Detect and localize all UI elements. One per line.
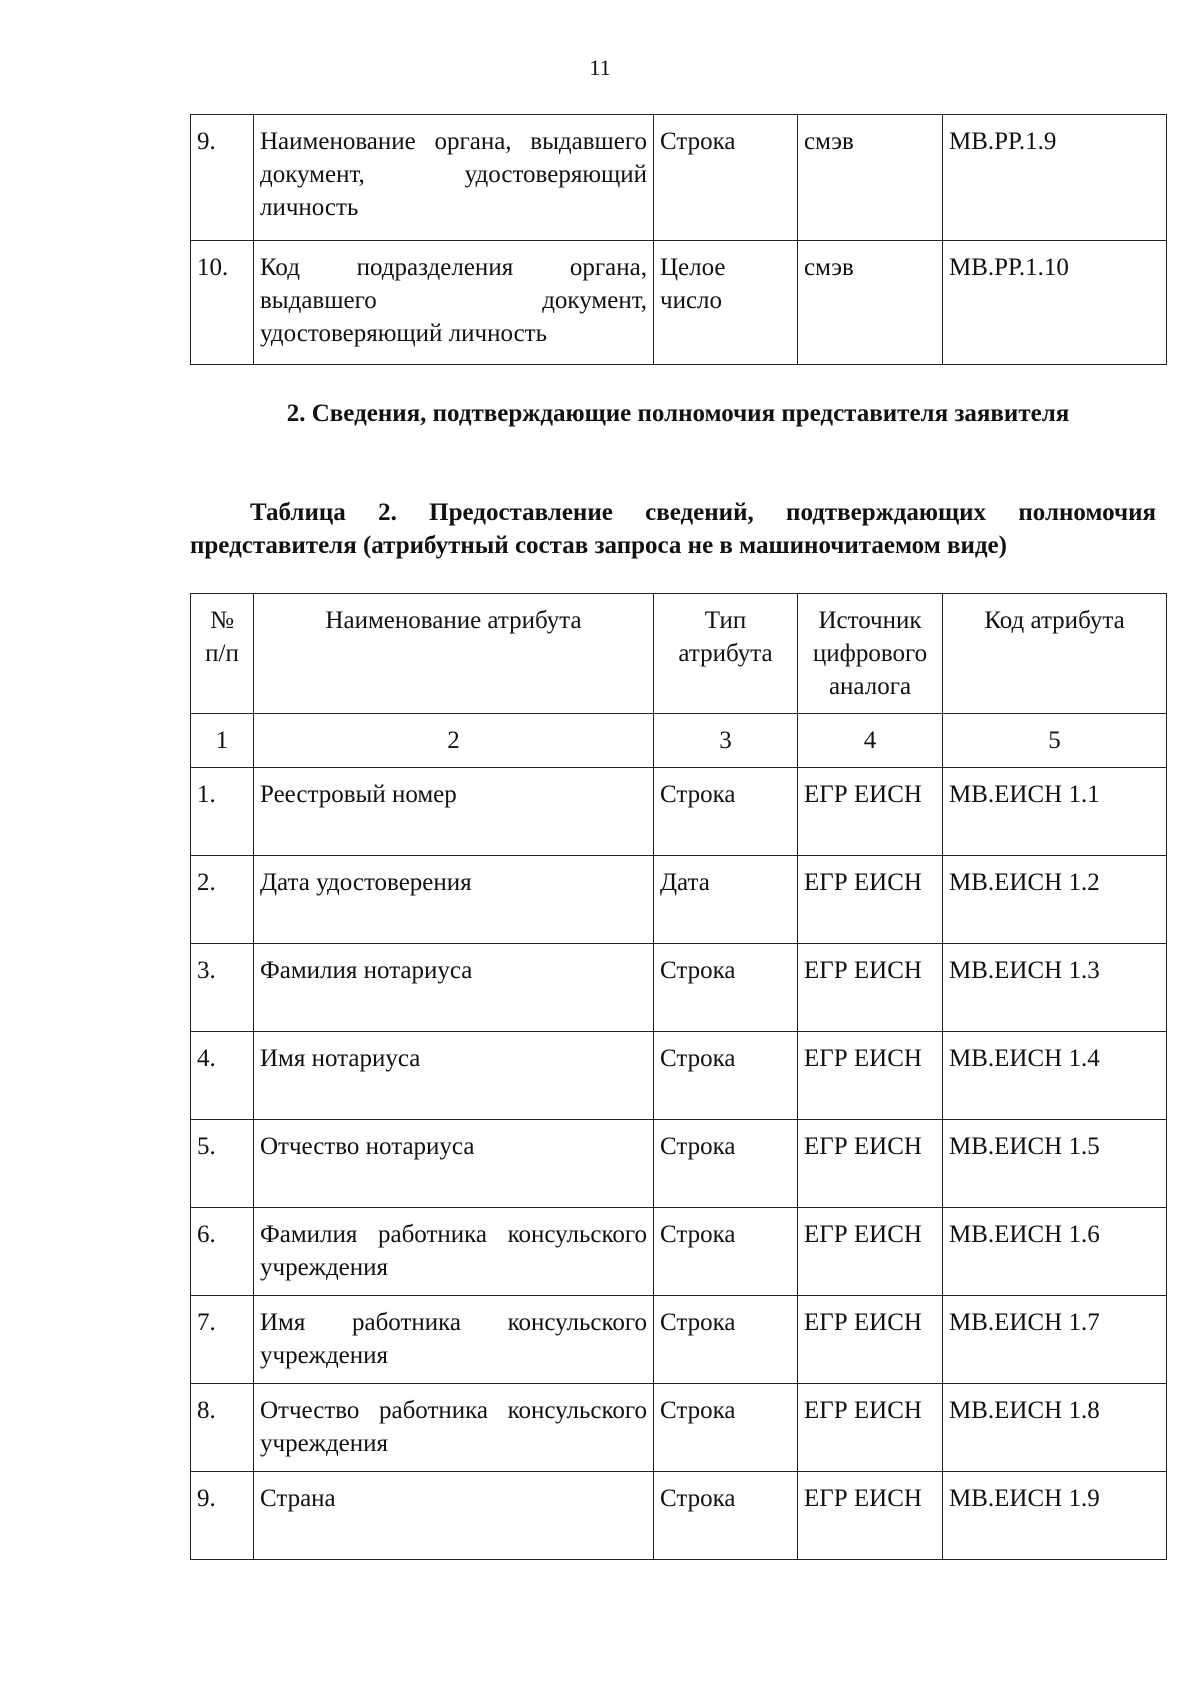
- attribute-source: ЕГР ЕИСН: [798, 1472, 943, 1560]
- column-number: 2: [254, 714, 654, 768]
- section-heading: 2. Сведения, подтверждающие полномочия представителя заявителя: [286, 400, 1070, 427]
- attribute-code: МВ.ЕИСН 1.6: [943, 1208, 1167, 1296]
- table-caption: Таблица 2. Предоставление сведений, подтверждающих полномочия представителя (атрибутный состав запроса не в машиночитаемом виде): [190, 499, 1156, 559]
- attribute-source: ЕГР ЕИСН: [798, 1120, 943, 1208]
- attribute-type: Целое число: [654, 241, 798, 365]
- attribute-type: Дата: [654, 856, 798, 944]
- attribute-name: Отчество работника консульского учреждения: [254, 1384, 654, 1472]
- attribute-code: МВ.ЕИСН 1.2: [943, 856, 1167, 944]
- attribute-type: Строка: [654, 1208, 798, 1296]
- attribute-name: Фамилия работника консульского учреждения: [254, 1208, 654, 1296]
- table-row: [191, 241, 1167, 365]
- attribute-source: ЕГР ЕИСН: [798, 1296, 943, 1384]
- table-row: [191, 944, 1167, 1032]
- row-number: 8.: [191, 1384, 254, 1472]
- attribute-name: Страна: [254, 1472, 654, 1560]
- attribute-code: МВ.ЕИСН 1.3: [943, 944, 1167, 1032]
- row-number: 3.: [191, 944, 254, 1032]
- attribute-code: МВ.РР.1.10: [943, 241, 1167, 365]
- column-number: 3: [654, 714, 798, 768]
- table-header-row: [191, 594, 1167, 714]
- table-row: [191, 1120, 1167, 1208]
- row-number: 9.: [191, 115, 254, 241]
- column-number: 4: [798, 714, 943, 768]
- table-row: [191, 1208, 1167, 1296]
- attribute-type: Строка: [654, 944, 798, 1032]
- representative-attributes-table: [190, 593, 1167, 1560]
- table-row: [191, 768, 1167, 856]
- row-number: 2.: [191, 856, 254, 944]
- table-row: [191, 1032, 1167, 1120]
- attribute-code: МВ.ЕИСН 1.7: [943, 1296, 1167, 1384]
- table-row: [191, 1384, 1167, 1472]
- attribute-source: ЕГР ЕИСН: [798, 768, 943, 856]
- attribute-name: Отчество нотариуса: [254, 1120, 654, 1208]
- table-row: [191, 1296, 1167, 1384]
- column-number: 1: [191, 714, 254, 768]
- row-number: 7.: [191, 1296, 254, 1384]
- attribute-source: ЕГР ЕИСН: [798, 1384, 943, 1472]
- row-number: 5.: [191, 1120, 254, 1208]
- attribute-type: Строка: [654, 1032, 798, 1120]
- attribute-type: Строка: [654, 768, 798, 856]
- attribute-source: смэв: [798, 115, 943, 241]
- attribute-type: Строка: [654, 115, 798, 241]
- attribute-source: ЕГР ЕИСН: [798, 944, 943, 1032]
- row-number: 10.: [191, 241, 254, 365]
- attribute-code: МВ.ЕИСН 1.1: [943, 768, 1167, 856]
- attribute-source: смэв: [798, 241, 943, 365]
- attribute-type: Строка: [654, 1472, 798, 1560]
- attribute-source: ЕГР ЕИСН: [798, 1208, 943, 1296]
- attributes-table-continued: [190, 114, 1167, 365]
- table-body: [191, 768, 1167, 1560]
- header-attribute-name: Наименование атрибута: [254, 594, 654, 714]
- attribute-name: Код подразделения органа, выдавшего документ, удостоверяющий личность: [254, 241, 654, 365]
- column-number: 5: [943, 714, 1167, 768]
- row-number: 6.: [191, 1208, 254, 1296]
- header-digital-source: Источник цифрового аналога: [798, 594, 943, 714]
- header-attribute-code: Код атрибута: [943, 594, 1167, 714]
- row-number: 1.: [191, 768, 254, 856]
- attribute-name: Имя работника консульского учреждения: [254, 1296, 654, 1384]
- column-numbers-row: [191, 714, 1167, 768]
- header-number: № п/п: [191, 594, 254, 714]
- attribute-name: Фамилия нотариуса: [254, 944, 654, 1032]
- attribute-code: МВ.ЕИСН 1.8: [943, 1384, 1167, 1472]
- attribute-source: ЕГР ЕИСН: [798, 1032, 943, 1120]
- attribute-source: ЕГР ЕИСН: [798, 856, 943, 944]
- attribute-name: Имя нотариуса: [254, 1032, 654, 1120]
- attribute-code: МВ.ЕИСН 1.5: [943, 1120, 1167, 1208]
- table-row: [191, 115, 1167, 241]
- table-row: [191, 1472, 1167, 1560]
- attribute-name: Наименование органа, выдавшего документ, удостоверяющий личность: [254, 115, 654, 241]
- row-number: 4.: [191, 1032, 254, 1120]
- attribute-code: МВ.РР.1.9: [943, 115, 1167, 241]
- attribute-name: Реестровый номер: [254, 768, 654, 856]
- attribute-type: Строка: [654, 1384, 798, 1472]
- attribute-code: МВ.ЕИСН 1.4: [943, 1032, 1167, 1120]
- attribute-type: Строка: [654, 1296, 798, 1384]
- row-number: 9.: [191, 1472, 254, 1560]
- header-attribute-type: Тип атрибута: [654, 594, 798, 714]
- attribute-code: МВ.ЕИСН 1.9: [943, 1472, 1167, 1560]
- page-number: 11: [589, 55, 611, 80]
- table-row: [191, 856, 1167, 944]
- attribute-name: Дата удостоверения: [254, 856, 654, 944]
- attribute-type: Строка: [654, 1120, 798, 1208]
